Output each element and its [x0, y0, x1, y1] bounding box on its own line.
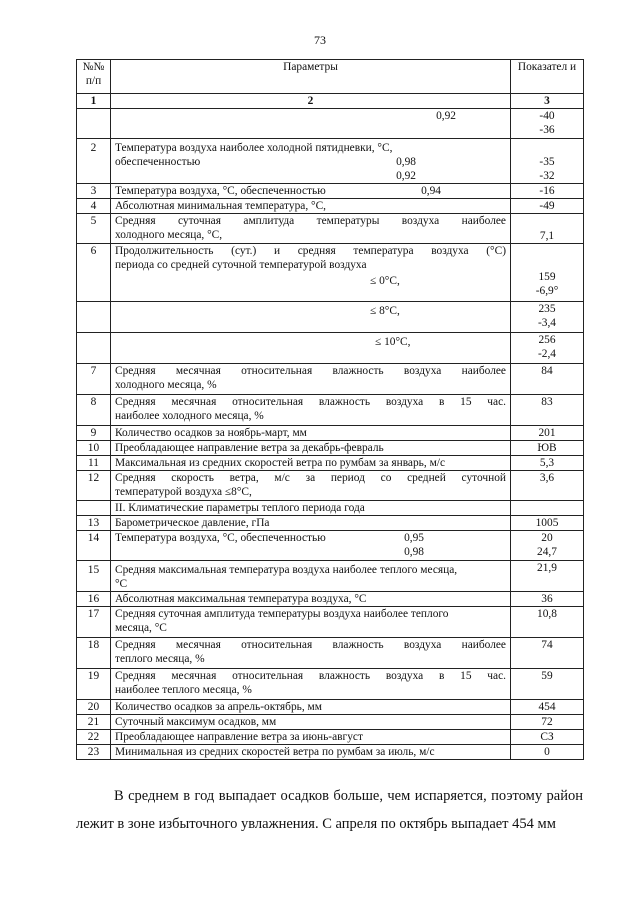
row-number: 3 [77, 184, 111, 199]
row-text: теплого месяца, % [115, 653, 205, 665]
row-value: 36 [511, 592, 584, 607]
row-text: Температура воздуха наиболее холодной пятидневки, °С, [115, 142, 393, 154]
row-value: 83 [511, 395, 584, 426]
row-number: 12 [77, 471, 111, 501]
row-value: 74 [511, 638, 584, 669]
row-text: Количество осадков за апрель-октябрь, мм [111, 700, 511, 715]
row-value: -3,4 [537, 317, 557, 329]
table-row [77, 139, 584, 184]
table-row [77, 333, 584, 364]
row-value: 84 [511, 364, 584, 395]
row-text: Средняя месячная относительная влажность воздуха наиболее [115, 639, 506, 651]
row-value: -35 [539, 156, 555, 168]
row-value: ЮВ [511, 441, 584, 456]
row-value: 1005 [511, 516, 584, 531]
climate-parameters-table [76, 59, 584, 760]
table-row [77, 244, 584, 302]
row-value: -16 [511, 184, 584, 199]
row-value: -6,9° [535, 285, 559, 297]
row-text: температурой воздуха ≤8°С, [115, 486, 252, 498]
row-sub: 0,92 [436, 110, 456, 122]
row-value: -49 [511, 199, 584, 214]
table-row [77, 471, 584, 501]
row-value: 235 [538, 303, 556, 315]
table-row [77, 426, 584, 441]
row-number: 13 [77, 516, 111, 531]
row-text: Максимальная из средних скоростей ветра по румбам за январь, м/с [111, 456, 511, 471]
row-number: 11 [77, 456, 111, 471]
row-value: 59 [511, 669, 584, 700]
row-text: Абсолютная минимальная температура, °С, [111, 199, 511, 214]
table-row [77, 715, 584, 730]
section-heading: II. Климатические параметры теплого периода года [111, 501, 511, 516]
row-text: Преобладающее направление ветра за июнь-август [111, 730, 511, 745]
row-value: 24,7 [537, 546, 557, 558]
row-text: Средняя суточная амплитуда температуры воздуха наиболее [115, 215, 506, 227]
row-sub: ≤ 10°С, [375, 336, 411, 348]
row-text: Абсолютная максимальная температура воздуха, °С [111, 592, 511, 607]
row-sub: 0,95 [404, 532, 424, 544]
row-value: 454 [511, 700, 584, 715]
row-value: 21,9 [511, 561, 584, 592]
row-text: Средняя месячная относительная влажность воздуха в 15 час. [115, 670, 506, 682]
table-row [77, 516, 584, 531]
table-row [77, 395, 584, 426]
header-number: №№ п/п [77, 60, 111, 94]
row-number: 23 [77, 745, 111, 760]
row-number: 16 [77, 592, 111, 607]
row-text: месяца, °С [115, 622, 167, 634]
row-value: -2,4 [537, 348, 557, 360]
table-row [77, 561, 584, 592]
row-value: -32 [539, 170, 555, 182]
row-value: 256 [538, 334, 556, 346]
table-row [77, 531, 584, 561]
page-number: 73 [314, 33, 326, 47]
row-number: 10 [77, 441, 111, 456]
row-number: 15 [77, 561, 111, 592]
row-text: периода со средней суточной температурой воздуха [115, 259, 367, 271]
header-parameters: Параметры [111, 60, 511, 94]
column-number-row [77, 94, 584, 109]
row-number: 2 [77, 139, 111, 184]
table-row [77, 214, 584, 244]
row-sub: 0,94 [421, 185, 441, 197]
row-sub: 0,92 [396, 170, 416, 182]
row-text: Средняя суточная амплитуда температуры воздуха наиболее теплого [115, 608, 449, 620]
row-number: 7 [77, 364, 111, 395]
colnum-3: 3 [511, 94, 584, 109]
table-row [77, 184, 584, 199]
row-number: 8 [77, 395, 111, 426]
row-number: 5 [77, 214, 111, 244]
row-sub: 0,98 [396, 156, 416, 168]
row-value: 0 [511, 745, 584, 760]
row-text: наиболее теплого месяца, % [115, 684, 252, 696]
body-paragraph: В среднем в год выпадает осадков больше, чем испаряется, поэтому район лежит в зоне избыточного увлажнения. С апреля по октябрь выпадает 454 мм [76, 788, 583, 832]
row-value: СЗ [511, 730, 584, 745]
row-text: Суточный максимум осадков, мм [111, 715, 511, 730]
colnum-1: 1 [77, 94, 111, 109]
table-row [77, 109, 584, 139]
row-number: 4 [77, 199, 111, 214]
row-number: 14 [77, 531, 111, 561]
table-row [77, 730, 584, 745]
table-row [77, 638, 584, 669]
row-number: 18 [77, 638, 111, 669]
row-text: Количество осадков за ноябрь-март, мм [111, 426, 511, 441]
row-text: Средняя месячная относительная влажность воздуха в 15 час. [115, 396, 506, 408]
row-text: Температура воздуха, °С, обеспеченностью [115, 185, 326, 197]
row-value: 3,6 [511, 471, 584, 501]
row-value: -40 [539, 110, 555, 122]
table-row [77, 700, 584, 715]
row-text: Барометрическое давление, гПа [111, 516, 511, 531]
row-text: холодного месяца, % [115, 379, 217, 391]
table-row [77, 302, 584, 333]
row-value: 159 [538, 271, 556, 283]
row-text: Средняя максимальная температура воздуха наиболее теплого месяца, [115, 564, 458, 576]
table-header-row [77, 60, 584, 94]
section-heading-row [77, 501, 584, 516]
row-value: 5,3 [511, 456, 584, 471]
table-row [77, 607, 584, 638]
row-text: холодного месяца, °С, [115, 229, 223, 241]
table-row [77, 669, 584, 700]
row-sub: 0,98 [404, 546, 424, 558]
row-sub: ≤ 0°С, [370, 275, 400, 287]
row-value: 10,8 [511, 607, 584, 638]
row-text: Продолжительность (сут.) и средняя температура воздуха (°С) [115, 245, 506, 257]
row-number: 19 [77, 669, 111, 700]
row-text: Средняя месячная относительная влажность воздуха наиболее [115, 365, 506, 377]
table-row [77, 199, 584, 214]
row-number: 21 [77, 715, 111, 730]
row-text: °С [115, 578, 128, 590]
row-text: Минимальная из средних скоростей ветра по румбам за июль, м/с [111, 745, 511, 760]
table-row [77, 441, 584, 456]
row-text: Средняя скорость ветра, м/с за период со средней суточной [115, 472, 506, 484]
row-text: Преобладающее направление ветра за декабрь-февраль [111, 441, 511, 456]
table-row [77, 592, 584, 607]
row-sub: ≤ 8°С, [370, 305, 400, 317]
row-value: 201 [511, 426, 584, 441]
row-number: 22 [77, 730, 111, 745]
row-number: 9 [77, 426, 111, 441]
row-text: обеспеченностью [115, 156, 201, 168]
table-row [77, 364, 584, 395]
row-value: 20 [541, 532, 553, 544]
row-number: 17 [77, 607, 111, 638]
row-value: 7,1 [511, 214, 584, 244]
row-number: 20 [77, 700, 111, 715]
row-value: 72 [511, 715, 584, 730]
colnum-2: 2 [111, 94, 511, 109]
header-values: Показател и [511, 60, 584, 94]
row-value: -36 [539, 124, 555, 136]
row-text: Температура воздуха, °С, обеспеченностью [115, 532, 326, 544]
row-text: наиболее холодного месяца, % [115, 410, 264, 422]
row-number: 6 [77, 244, 111, 302]
table-row [77, 745, 584, 760]
table-row [77, 456, 584, 471]
